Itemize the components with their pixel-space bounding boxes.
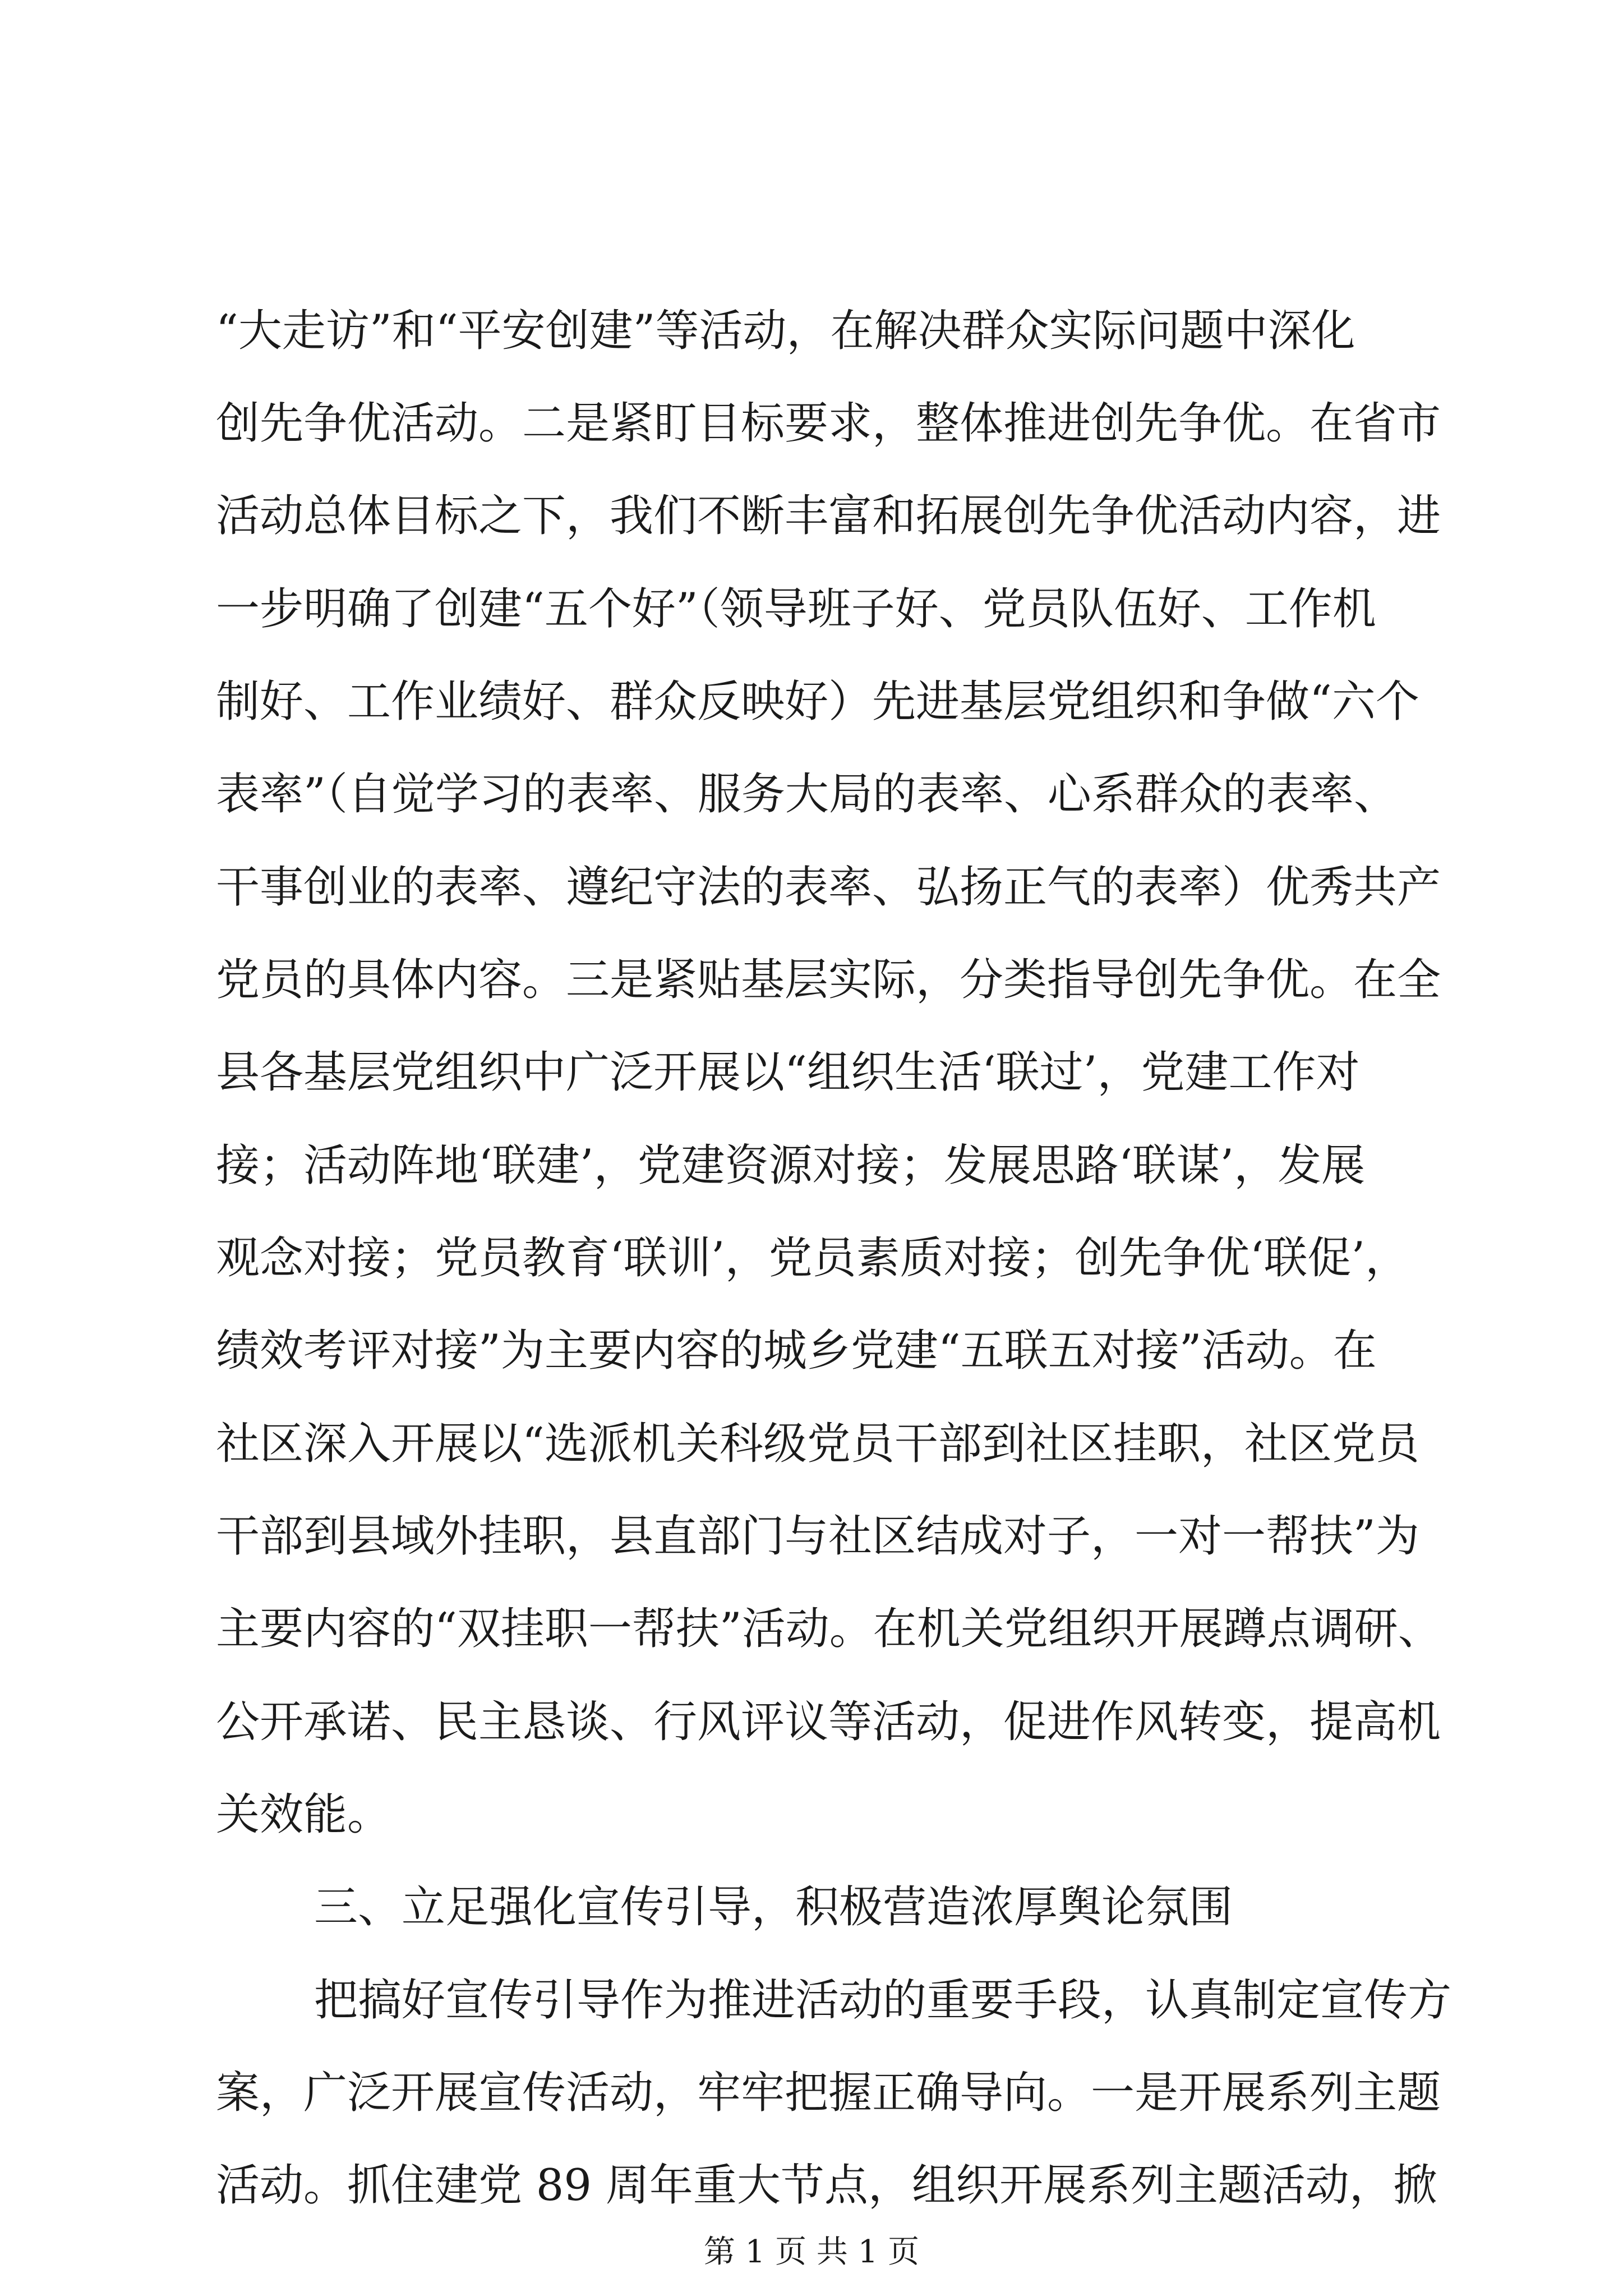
section-heading: 三、立足强化宣传引导，积极营造浓厚舆论氛围: [314, 1882, 1233, 1932]
body-text-line: 活动。抓住建党 89 周年重大节点，组织开展系列主题活动，掀: [216, 2160, 1437, 2211]
body-text-line: 社区深入开展以“选派机关科级党员干部到社区挂职，社区党员: [216, 1419, 1419, 1469]
body-text-line: 把搞好宣传引导作为推进活动的重要手段，认真制定宣传方: [314, 1975, 1452, 2026]
body-text-line: 绩效考评对接”为主要内容的城乡党建“五联五对接”活动。在: [216, 1326, 1377, 1376]
body-text-line: 表率”（自觉学习的表率、服务大局的表率、心系群众的表率、: [216, 769, 1398, 820]
body-text-line: 一步明确了创建“五个好”（领导班子好、党员队伍好、工作机: [216, 584, 1376, 634]
body-text-line: 公开承诺、民主恳谈、行风评议等活动，促进作风转变，提高机: [216, 1697, 1441, 1747]
body-text-line: 主要内容的“双挂职一帮扶”活动。在机关党组织开展蹲点调研、: [216, 1604, 1442, 1654]
page-footer: 第 1 页 共 1 页: [703, 2234, 920, 2270]
body-text-line: 党员的具体内容。三是紧贴基层实际，分类指导创先争优。在全: [216, 955, 1441, 1005]
body-text-line: 创先争优活动。二是紧盯目标要求，整体推进创先争优。在省市: [216, 398, 1441, 449]
body-text-line: 关效能。: [216, 1789, 391, 1840]
body-text-line: 干部到县域外挂职，县直部门与社区结成对子，一对一帮扶”为: [216, 1511, 1419, 1562]
body-text-line: 案，广泛开展宣传活动，牢牢把握正确导向。一是开展系列主题: [216, 2068, 1441, 2118]
body-text-line: 县各基层党组织中广泛开展以“组织生活‘联过’，党建工作对: [216, 1047, 1360, 1098]
body-text-line: 观念对接；党员教育‘联训’，党员素质对接；创先争优‘联促’，: [216, 1233, 1409, 1283]
body-text-line: 接；活动阵地‘联建’，党建资源对接；发展思路‘联谋’，发展: [216, 1140, 1366, 1191]
body-text-line: 制好、工作业绩好、群众反映好）先进基层党组织和争做“六个: [216, 677, 1419, 727]
body-text-line: 活动总体目标之下，我们不断丰富和拓展创先争优活动内容，进: [216, 491, 1441, 541]
body-text-line: “大走访”和“平安创建”等活动，在解决群众实际问题中深化: [216, 306, 1355, 356]
body-text-line: 干事创业的表率、遵纪守法的表率、弘扬正气的表率）优秀共产: [216, 862, 1441, 913]
